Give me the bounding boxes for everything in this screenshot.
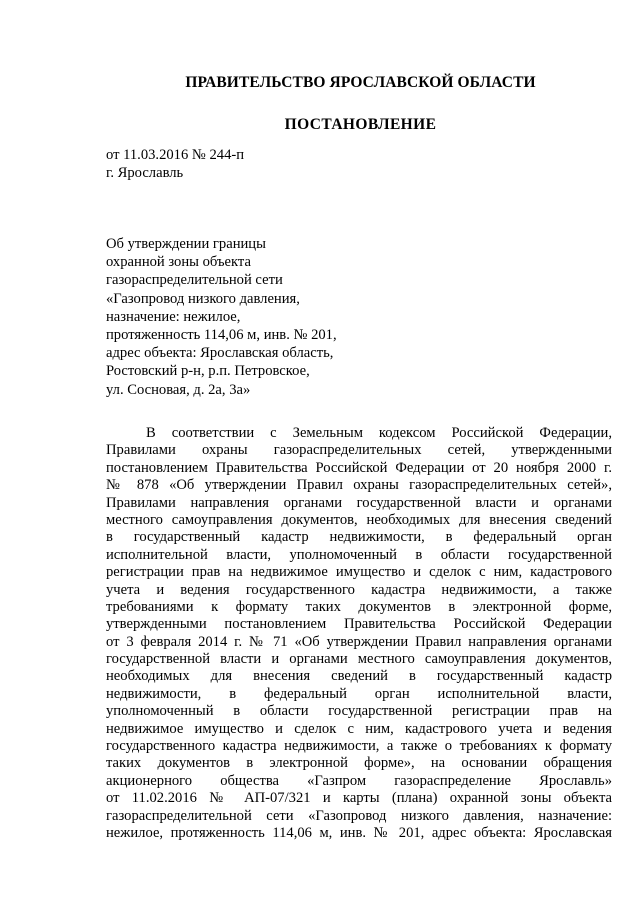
body-line: утвержденными постановлением Правительства Российской Федерации <box>106 616 612 633</box>
body-line: уполномоченный в области государственной регистрации прав на <box>106 703 612 720</box>
body-line: государственного кадастра недвижимости, а также о требованиях к формату <box>106 738 612 755</box>
body-line: государственной власти и органами местного самоуправления документов, <box>106 651 612 668</box>
body-line: исполнительной власти, уполномоченный в области государственной <box>106 546 612 563</box>
subject-line: адрес объекта: Ярославская область, <box>106 345 334 362</box>
subject-line: охранной зоны объекта <box>106 254 251 271</box>
body-line: № 878 «Об утверждении Правил охраны газораспределительных сетей», <box>106 477 612 494</box>
body-line: Правилами охраны газораспределительных сетей, утвержденными <box>106 442 612 459</box>
body-line: газораспределительной сети «Газопровод низкого давления, назначение: <box>106 807 612 824</box>
city: г. Ярославль <box>106 165 184 181</box>
body-line: постановлением Правительства Российской Федерации от 20 ноября 2000 г. <box>106 459 612 476</box>
subject-line: газораспределительной сети <box>106 272 283 289</box>
body-line: недвижимости, в федеральный орган исполнительной власти, <box>106 685 612 702</box>
body-line: от 3 февраля 2014 г. № 71 «Об утверждении Правил направления органами <box>106 633 612 650</box>
body-line: от 11.02.2016 № АП-07/321 и карты (плана) охранной зоны объекта <box>106 790 612 807</box>
body-line: требованиями к формату таких документов в электронной форме, <box>106 598 612 615</box>
document-type-heading: ПОСТАНОВЛЕНИЕ <box>284 116 437 133</box>
subject-line: протяженность 114,06 м, инв. № 201, <box>106 327 337 344</box>
date-number: от 11.03.2016 № 244-п <box>106 147 245 163</box>
body-line: учета и ведения государственного кадастра недвижимости, а также <box>106 581 612 598</box>
document-subject <box>106 235 337 399</box>
document-body <box>106 425 612 842</box>
body-line: таких документов в электронной форме», на основании обращения <box>106 755 612 772</box>
body-line: В соответствии с Земельным кодексом Российской Федерации, <box>146 425 612 441</box>
subject-line: ул. Сосновая, д. 2а, 3а» <box>106 381 251 398</box>
body-line: недвижимое имущество и сделок с ним, кадастрового учета и ведения <box>106 720 612 737</box>
body-line: местного самоуправления документов, необходимых для внесения сведений <box>106 511 612 528</box>
body-line: Правилами направления органами государственной власти и органами <box>106 494 612 511</box>
body-line: необходимых для внесения сведений в государственный кадастр <box>106 668 612 685</box>
body-line: акционерного общества «Газпром газораспределение Ярославль» <box>106 772 612 789</box>
subject-line: Об утверждении границы <box>106 236 266 252</box>
document-meta <box>106 146 244 182</box>
body-line: нежилое, протяженность 114,06 м, инв. № 201, адрес объекта: Ярославская <box>106 824 612 841</box>
body-line: в государственный кадастр недвижимости, в федеральный орган <box>106 529 612 546</box>
subject-line: Ростовский р-н, р.п. Петровское, <box>106 363 310 380</box>
government-heading: ПРАВИТЕЛЬСТВО ЯРОСЛАВСКОЙ ОБЛАСТИ <box>185 74 536 91</box>
body-line: регистрации прав на недвижимое имущество и сделок с ним, кадастрового <box>106 564 612 581</box>
subject-line: назначение: нежилое, <box>106 308 241 325</box>
subject-line: «Газопровод низкого давления, <box>106 290 300 307</box>
